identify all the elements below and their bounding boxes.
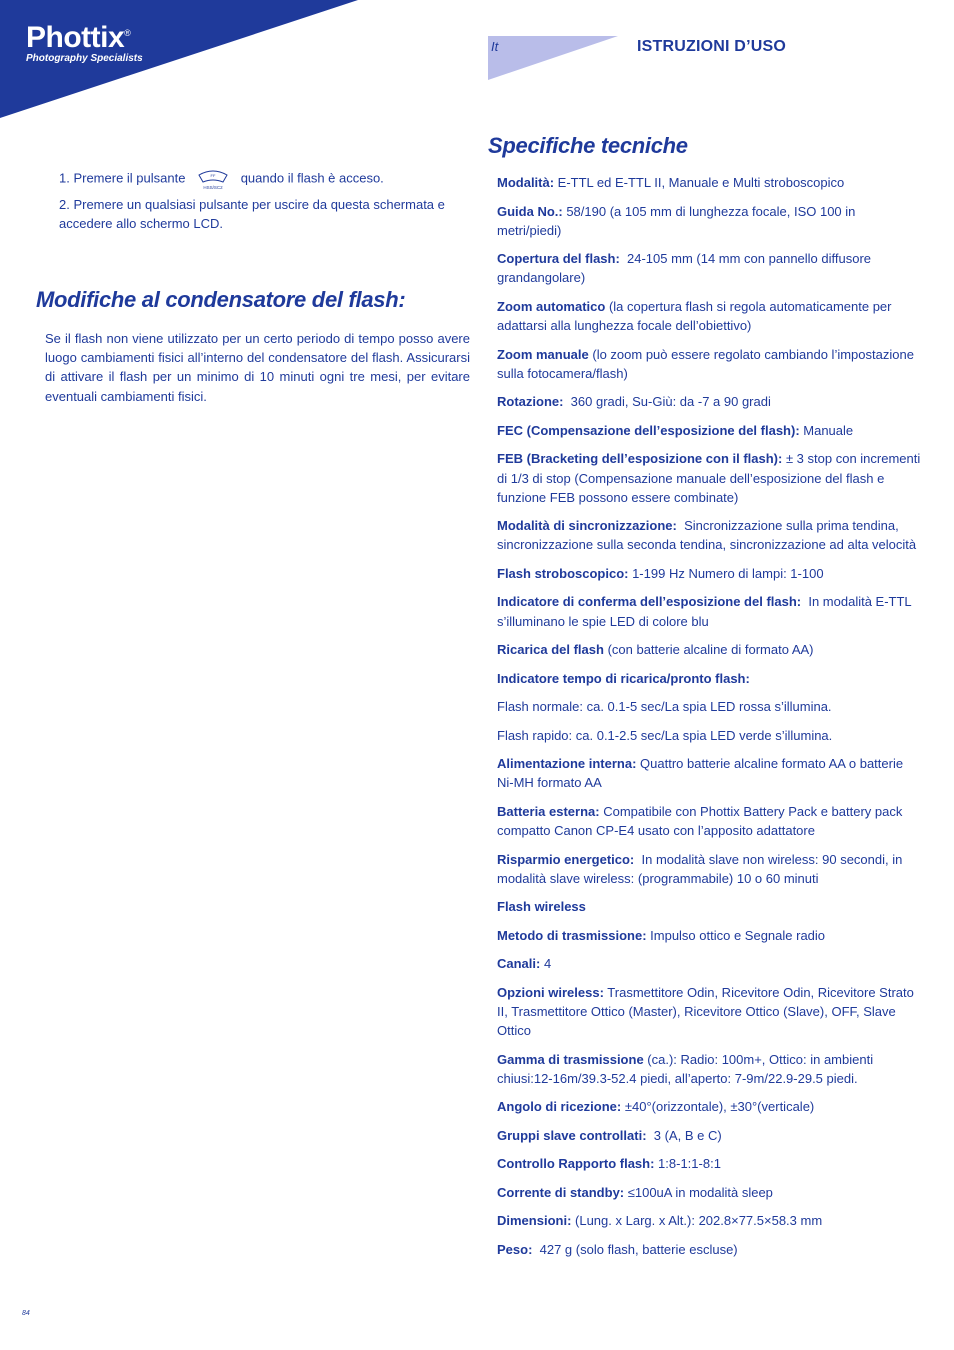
spec-label: Guida No.: [497, 203, 563, 219]
spec-value: Flash normale: ca. 0.1-5 sec/La spia LED rossa s’illumina. [497, 699, 832, 715]
spec-value: ≤100uA in modalità sleep [624, 1184, 773, 1200]
language-code: It [491, 39, 499, 54]
spec-item [497, 983, 921, 1041]
svg-text:FF: FF [210, 173, 216, 178]
spec-label: Modalità di sincronizzazione: [497, 518, 677, 534]
spec-item [497, 249, 921, 287]
spec-value: Quattro batterie alcaline formato AA o batterie Ni-MH formato AA [497, 756, 907, 791]
spec-item [497, 345, 921, 383]
spec-label: Copertura del flash: [497, 251, 620, 267]
spec-item [497, 850, 921, 888]
logo-registered-mark: ® [124, 28, 131, 38]
spec-item [497, 449, 924, 507]
spec-value: Sincronizzazione sulla prima tendina, sincronizzazione sulla seconda tendina, sincronizzazione ad alta velocità [497, 518, 917, 553]
logo-name: Phottix [26, 21, 125, 54]
spec-label: Flash wireless [497, 899, 586, 915]
spec-value: Trasmettitore Odin, Ricevitore Odin, Ricevitore Strato II, Trasmettitore Ottico (Master), Ricevitore Ottico (Slave), OFF, Slave Ottico [497, 984, 918, 1039]
spec-label: Indicatore tempo di ricarica/pronto flash: [497, 670, 750, 686]
specs-list [497, 173, 924, 1268]
spec-item [497, 1050, 921, 1088]
step-2: 2. Premere un qualsiasi pulsante per uscire da questa schermata e accedere allo schermo LCD. [59, 197, 445, 231]
spec-label: Batteria esterna: [497, 803, 600, 819]
spec-value: 360 gradi, Su-Giù: da -7 a 90 gradi [563, 394, 771, 410]
spec-item [497, 1154, 921, 1173]
spec-value: ± 3 stop con incrementi di 1/3 di stop (Compensazione manuale dell’esposizione del flash e funzione FEB possono essere combinate) [497, 451, 924, 505]
spec-value: Impulso ottico e Segnale radio [646, 927, 826, 943]
spec-value: 3 (A, B e C) [646, 1127, 722, 1143]
spec-item [497, 516, 921, 554]
spec-value: (Lung. x Larg. x Alt.): 202.8×77.5×58.3 mm [571, 1213, 823, 1229]
spec-value: Compatibile con Phottix Battery Pack e battery pack compatto Canon CP-E4 usato con l’apposito adattatore [497, 803, 906, 839]
spec-label: FEB (Bracketing dell’esposizione con il flash): [497, 451, 783, 467]
condenser-paragraph: Se il flash non viene utilizzato per un certo periodo di tempo posso avere luogo cambiamenti fisici all’interno del condensatore del flash. Assicurarsi di attivare il flash per un minimo di 10 minuti ogni tre mesi, per evitare eventuali cambiamenti fisici. [45, 331, 470, 404]
spec-value: 24-105 mm (14 mm con pannello diffusore grandangolare) [497, 251, 875, 286]
spec-label: Rotazione: [497, 394, 564, 410]
spec-label: Corrente di standby: [497, 1184, 625, 1200]
spec-value: (la copertura flash si regola automaticamente per adattarsi alla lunghezza focale dell’obiettivo) [497, 298, 896, 334]
spec-item [497, 592, 921, 630]
spec-label: Canali: [497, 956, 541, 972]
spec-value: 4 [540, 956, 552, 972]
language-band [488, 36, 618, 80]
logo-wordmark [26, 16, 143, 55]
step-1-text-before: 1. Premere il pulsante [59, 170, 186, 186]
spec-item [497, 926, 921, 945]
spec-item [497, 564, 921, 583]
spec-item [497, 1183, 921, 1202]
step-1-text-after: quando il flash è acceso. [240, 170, 384, 186]
condenser-section-title: Modifiche al condensatore del flash: [36, 287, 406, 312]
spec-item [497, 1211, 921, 1230]
hss-button-icon [195, 168, 231, 190]
spec-item [497, 1240, 921, 1259]
spec-value: 427 g (solo flash, batterie escluse) [532, 1241, 738, 1257]
spec-item [497, 1126, 921, 1145]
phottix-logo [26, 16, 143, 64]
spec-label: Controllo Rapporto flash: [497, 1156, 655, 1172]
spec-value: 58/190 (a 105 mm di lunghezza focale, ISO 100 in metri/piedi) [497, 203, 860, 238]
spec-item [497, 897, 921, 916]
page-number: 84 [22, 1310, 30, 1317]
hss-icon-label: HSS/SC2 [203, 185, 223, 190]
spec-label: Modalità: [497, 175, 555, 190]
spec-item [497, 202, 921, 240]
spec-label: Opzioni wireless: [497, 984, 604, 1000]
spec-value: 1-199 Hz Numero di lampi: 1-100 [628, 565, 824, 581]
spec-item [497, 392, 921, 411]
spec-value: (con batterie alcaline di formato AA) [603, 642, 814, 658]
spec-label: Alimentazione interna: [497, 756, 637, 772]
spec-item [497, 697, 921, 716]
spec-value: Manuale [799, 422, 854, 438]
spec-item [497, 421, 921, 440]
spec-item [497, 802, 921, 840]
spec-item [497, 954, 921, 973]
spec-value: 1:8-1:1-8:1 [654, 1156, 721, 1172]
specs-section-title: Specifiche tecniche [488, 133, 688, 158]
spec-item [497, 640, 921, 659]
spec-value: In modalità slave non wireless: 90 secondi, in modalità slave wireless: (programmabile) 10 o 60 minuti [497, 851, 906, 886]
spec-value: E-TTL ed E-TTL II, Manuale e Multi stroboscopico [554, 175, 845, 190]
spec-label: Gruppi slave controllati: [497, 1127, 647, 1143]
spec-label: Gamma di trasmissione [497, 1051, 644, 1067]
logo-tagline: Photography Specialists [26, 53, 143, 64]
spec-item [497, 1097, 921, 1116]
spec-label: FEC (Compensazione dell’esposizione del flash): [497, 422, 800, 438]
spec-label: Flash stroboscopico: [497, 565, 629, 581]
spec-item [497, 297, 921, 335]
spec-label: Angolo di ricezione: [497, 1099, 622, 1115]
spec-label: Dimensioni: [497, 1213, 572, 1229]
spec-label: Zoom manuale [497, 346, 589, 362]
spec-value: ±40°(orizzontale), ±30°(verticale) [621, 1099, 815, 1115]
spec-label: Risparmio energetico: [497, 851, 635, 867]
step-1 [59, 168, 469, 190]
spec-value: (lo zoom può essere regolato cambiando l’impostazione sulla fotocamera/flash) [497, 346, 918, 381]
spec-item [497, 754, 921, 792]
spec-label: Ricarica del flash [497, 642, 604, 658]
spec-label: Peso: [497, 1241, 533, 1257]
spec-label: Zoom automatico [497, 298, 606, 314]
spec-item [497, 726, 921, 745]
spec-item [497, 669, 921, 688]
spec-value: In modalità E-TTL s’illuminano le spie LED di colore blu [497, 594, 915, 629]
spec-label: Indicatore di conferma dell’esposizione del flash: [497, 594, 802, 610]
spec-item [497, 173, 921, 192]
header-title: ISTRUZIONI D’USO [637, 38, 786, 55]
spec-label: Metodo di trasmissione: [497, 927, 647, 943]
spec-value: (ca.): Radio: 100m+, Ottico: in ambienti chiusi:12-16m/39.3-52.4 piedi, all’aperto: 7-9m/22.9-29.5 piedi. [497, 1051, 877, 1086]
spec-value: Flash rapido: ca. 0.1-2.5 sec/La spia LED verde s’illumina. [497, 727, 833, 743]
